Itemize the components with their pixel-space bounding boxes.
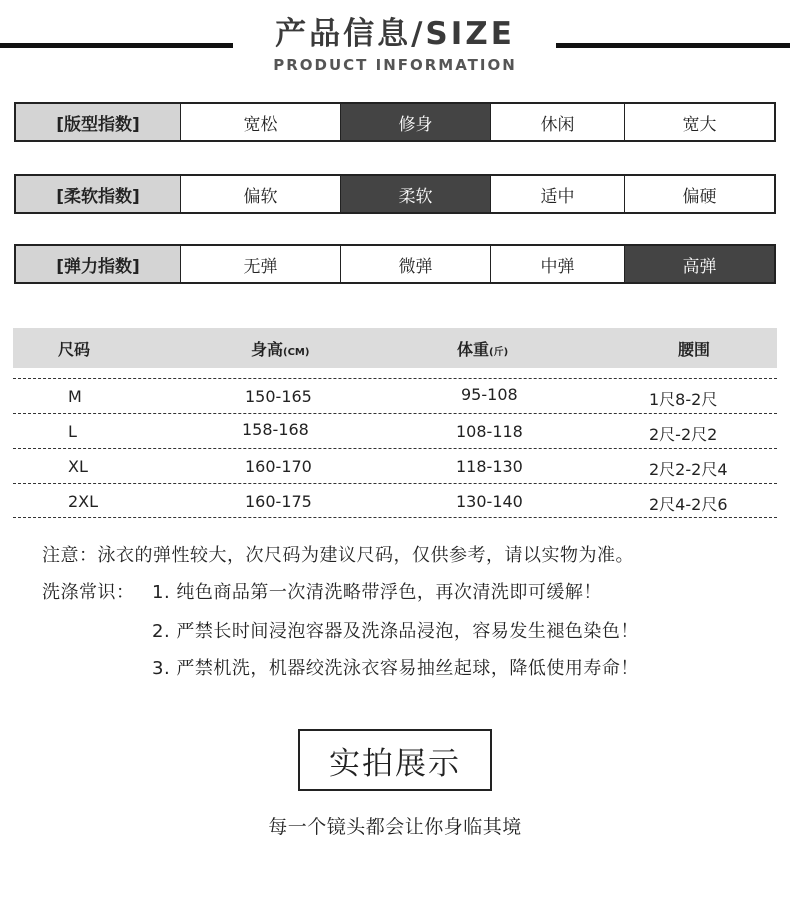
height-column-header [251,337,309,360]
size-column-header: 尺码 [58,339,91,359]
elasticity-index-row [14,244,776,284]
care-item-2: 2. 严禁长时间浸泡容器及洗涤品浸泡，容易发生褪色染色！ [152,621,639,642]
waist-cell: 2尺2-2尺4 [649,460,728,479]
care-item-1: 1. 纯色商品第一次清洗略带浮色，再次清洗即可缓解！ [152,582,602,603]
elasticity-index-option: 微弹 [340,246,490,282]
softness-index-option: 柔软 [340,176,490,212]
height-cell: 160-175 [245,492,312,511]
weight-cell: 130-140 [456,492,523,511]
elasticity-index-option: 无弹 [180,246,340,282]
size-cell: L [68,422,77,441]
softness-index-option: 适中 [490,176,624,212]
elasticity-index-label: [弹力指数] [16,246,180,282]
weight-header-label: 体重 [457,339,490,359]
weight-column-header [457,337,508,360]
table-row [13,378,777,413]
page-title: 产品信息/SIZE [275,16,515,52]
table-row [13,448,777,483]
height-header-label: 身高 [251,339,284,359]
weight-cell: 95-108 [461,385,518,404]
section-title: 实拍展示 [329,745,461,782]
page-subtitle: PRODUCT INFORMATION [273,56,517,74]
waist-cell: 1尺8-2尺 [649,390,718,409]
fit-index-label: [版型指数] [16,104,180,140]
waist-column-header: 腰围 [678,339,711,359]
height-header-unit: (CM) [283,346,310,358]
weight-cell: 108-118 [456,422,523,441]
section-title-box [298,729,492,791]
fit-index-option: 宽大 [624,104,774,140]
care-label: 洗涤常识： [42,582,135,603]
table-row [13,483,777,518]
softness-index-option: 偏软 [180,176,340,212]
fit-index-option: 宽松 [180,104,340,140]
weight-header-unit: (斤) [489,346,509,358]
waist-cell: 2尺4-2尺6 [649,495,728,514]
elasticity-index-option: 高弹 [624,246,774,282]
height-cell: 160-170 [245,457,312,476]
size-table-header [13,328,777,368]
softness-index-label: [柔软指数] [16,176,180,212]
softness-index-option: 偏硬 [624,176,774,212]
table-row [13,413,777,448]
waist-cell: 2尺-2尺2 [649,425,718,444]
fit-index-row [14,102,776,142]
elasticity-index-option: 中弹 [490,246,624,282]
size-table-body [13,378,777,518]
section-subtitle: 每一个镜头都会让你身临其境 [268,816,522,838]
weight-cell: 118-130 [456,457,523,476]
size-cell: XL [68,457,88,476]
fit-index-option: 休闲 [490,104,624,140]
height-cell: 158-168 [242,420,309,439]
size-notice: 注意：泳衣的弹性较大，次尺码为建议尺码，仅供参考，请以实物为准。 [42,545,634,566]
height-cell: 150-165 [245,387,312,406]
softness-index-row [14,174,776,214]
size-cell: 2XL [68,492,99,511]
care-item-3: 3. 严禁机洗，机器绞洗泳衣容易抽丝起球，降低使用寿命！ [152,658,639,679]
size-cell: M [68,387,82,406]
fit-index-option: 修身 [340,104,490,140]
